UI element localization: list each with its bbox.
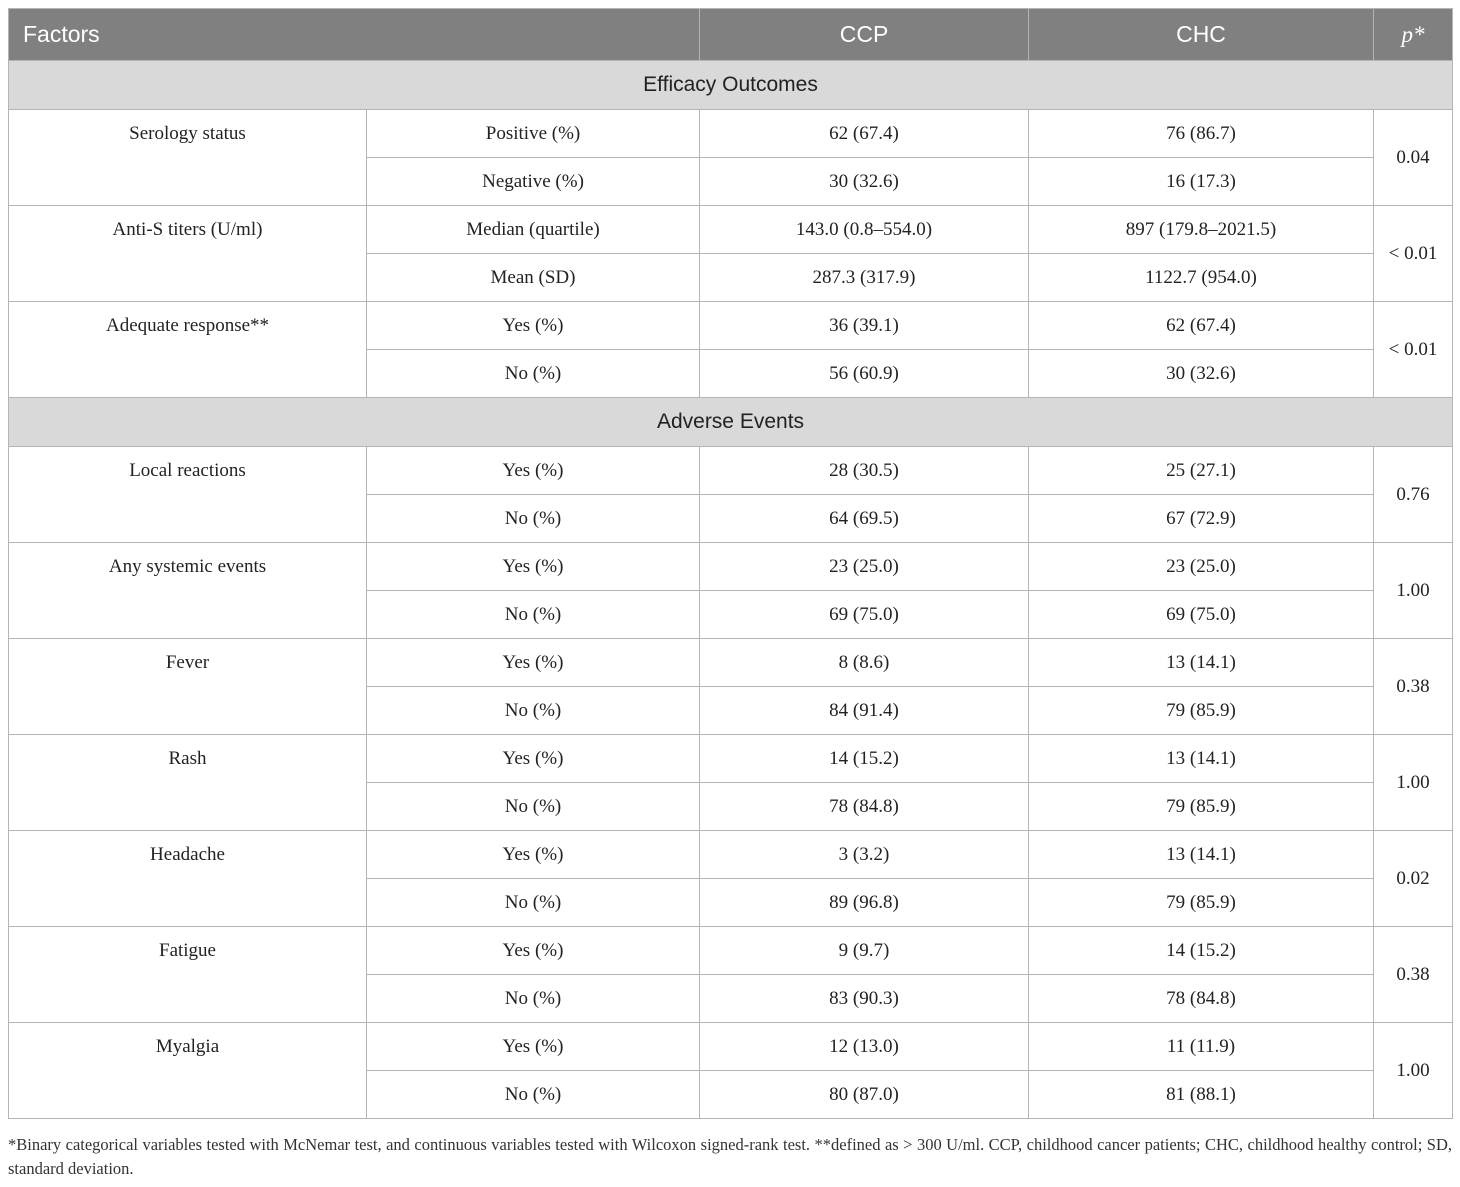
table-row [9, 206, 1453, 254]
ccp-cell: 8 (8.6) [700, 639, 1029, 687]
table-row [9, 735, 1453, 783]
chc-cell: 67 (72.9) [1029, 495, 1374, 543]
table-row [9, 302, 1453, 350]
ccp-cell: 80 (87.0) [700, 1071, 1029, 1119]
p-value-cell: 0.02 [1374, 831, 1453, 927]
header-p-value: p* [1374, 9, 1453, 61]
measure-cell: Negative (%) [367, 158, 700, 206]
chc-cell: 897 (179.8–2021.5) [1029, 206, 1374, 254]
chc-cell: 79 (85.9) [1029, 687, 1374, 735]
table-row [9, 831, 1453, 879]
factor-cell: Rash [9, 735, 367, 831]
measure-cell: No (%) [367, 350, 700, 398]
measure-cell: Yes (%) [367, 831, 700, 879]
chc-cell: 16 (17.3) [1029, 158, 1374, 206]
ccp-cell: 14 (15.2) [700, 735, 1029, 783]
chc-cell: 62 (67.4) [1029, 302, 1374, 350]
chc-cell: 14 (15.2) [1029, 927, 1374, 975]
table-row [9, 927, 1453, 975]
factor-cell: Anti-S titers (U/ml) [9, 206, 367, 302]
table-row [9, 639, 1453, 687]
ccp-cell: 9 (9.7) [700, 927, 1029, 975]
factor-cell: Myalgia [9, 1023, 367, 1119]
measure-cell: Yes (%) [367, 543, 700, 591]
chc-cell: 76 (86.7) [1029, 110, 1374, 158]
chc-cell: 13 (14.1) [1029, 831, 1374, 879]
measure-cell: No (%) [367, 975, 700, 1023]
measure-cell: Median (quartile) [367, 206, 700, 254]
p-value-cell: 1.00 [1374, 543, 1453, 639]
factor-cell: Fever [9, 639, 367, 735]
chc-cell: 30 (32.6) [1029, 350, 1374, 398]
measure-cell: Yes (%) [367, 447, 700, 495]
measure-cell: Yes (%) [367, 1023, 700, 1071]
measure-cell: No (%) [367, 783, 700, 831]
chc-cell: 25 (27.1) [1029, 447, 1374, 495]
measure-cell: No (%) [367, 495, 700, 543]
chc-cell: 78 (84.8) [1029, 975, 1374, 1023]
factor-cell: Local reactions [9, 447, 367, 543]
section-row-efficacy [9, 61, 1453, 110]
factor-cell: Fatigue [9, 927, 367, 1023]
table-footnote: *Binary categorical variables tested with McNemar test, and continuous variables tested with Wilcoxon signed-rank test. **defined as > 300 U/ml. CCP, childhood cancer patients; CHC, childhood healthy control; SD, standard deviation. [8, 1135, 1452, 1178]
measure-cell: Yes (%) [367, 927, 700, 975]
ccp-cell: 3 (3.2) [700, 831, 1029, 879]
table-row [9, 543, 1453, 591]
ccp-cell: 62 (67.4) [700, 110, 1029, 158]
header-ccp: CCP [700, 9, 1029, 61]
ccp-cell: 143.0 (0.8–554.0) [700, 206, 1029, 254]
results-table [8, 8, 1453, 1119]
measure-cell: No (%) [367, 591, 700, 639]
ccp-cell: 28 (30.5) [700, 447, 1029, 495]
ccp-cell: 56 (60.9) [700, 350, 1029, 398]
p-value-cell: 1.00 [1374, 1023, 1453, 1119]
ccp-cell: 36 (39.1) [700, 302, 1029, 350]
ccp-cell: 12 (13.0) [700, 1023, 1029, 1071]
p-value-cell: 0.38 [1374, 927, 1453, 1023]
factor-cell: Serology status [9, 110, 367, 206]
section-row-adverse [9, 398, 1453, 447]
measure-cell: Positive (%) [367, 110, 700, 158]
table-body [9, 61, 1453, 1119]
header-row [9, 9, 1453, 61]
ccp-cell: 287.3 (317.9) [700, 254, 1029, 302]
measure-cell: Yes (%) [367, 302, 700, 350]
chc-cell: 69 (75.0) [1029, 591, 1374, 639]
chc-cell: 81 (88.1) [1029, 1071, 1374, 1119]
p-value-cell: 0.04 [1374, 110, 1453, 206]
measure-cell: Yes (%) [367, 639, 700, 687]
header-factors: Factors [9, 9, 700, 61]
table-row [9, 110, 1453, 158]
p-value-cell: 0.38 [1374, 639, 1453, 735]
factor-cell: Adequate response** [9, 302, 367, 398]
chc-cell: 11 (11.9) [1029, 1023, 1374, 1071]
ccp-cell: 30 (32.6) [700, 158, 1029, 206]
chc-cell: 79 (85.9) [1029, 783, 1374, 831]
table-row [9, 447, 1453, 495]
measure-cell: No (%) [367, 687, 700, 735]
chc-cell: 23 (25.0) [1029, 543, 1374, 591]
table-row [9, 1023, 1453, 1071]
ccp-cell: 23 (25.0) [700, 543, 1029, 591]
chc-cell: 79 (85.9) [1029, 879, 1374, 927]
factor-cell: Headache [9, 831, 367, 927]
p-value-cell: < 0.01 [1374, 302, 1453, 398]
ccp-cell: 78 (84.8) [700, 783, 1029, 831]
section-title: Adverse Events [9, 398, 1453, 447]
ccp-cell: 69 (75.0) [700, 591, 1029, 639]
factor-cell: Any systemic events [9, 543, 367, 639]
ccp-cell: 89 (96.8) [700, 879, 1029, 927]
p-value-cell: 1.00 [1374, 735, 1453, 831]
measure-cell: No (%) [367, 1071, 700, 1119]
header-chc: CHC [1029, 9, 1374, 61]
measure-cell: Yes (%) [367, 735, 700, 783]
measure-cell: No (%) [367, 879, 700, 927]
ccp-cell: 83 (90.3) [700, 975, 1029, 1023]
chc-cell: 13 (14.1) [1029, 735, 1374, 783]
ccp-cell: 84 (91.4) [700, 687, 1029, 735]
p-value-cell: < 0.01 [1374, 206, 1453, 302]
p-value-cell: 0.76 [1374, 447, 1453, 543]
measure-cell: Mean (SD) [367, 254, 700, 302]
ccp-cell: 64 (69.5) [700, 495, 1029, 543]
chc-cell: 13 (14.1) [1029, 639, 1374, 687]
section-title: Efficacy Outcomes [9, 61, 1453, 110]
chc-cell: 1122.7 (954.0) [1029, 254, 1374, 302]
